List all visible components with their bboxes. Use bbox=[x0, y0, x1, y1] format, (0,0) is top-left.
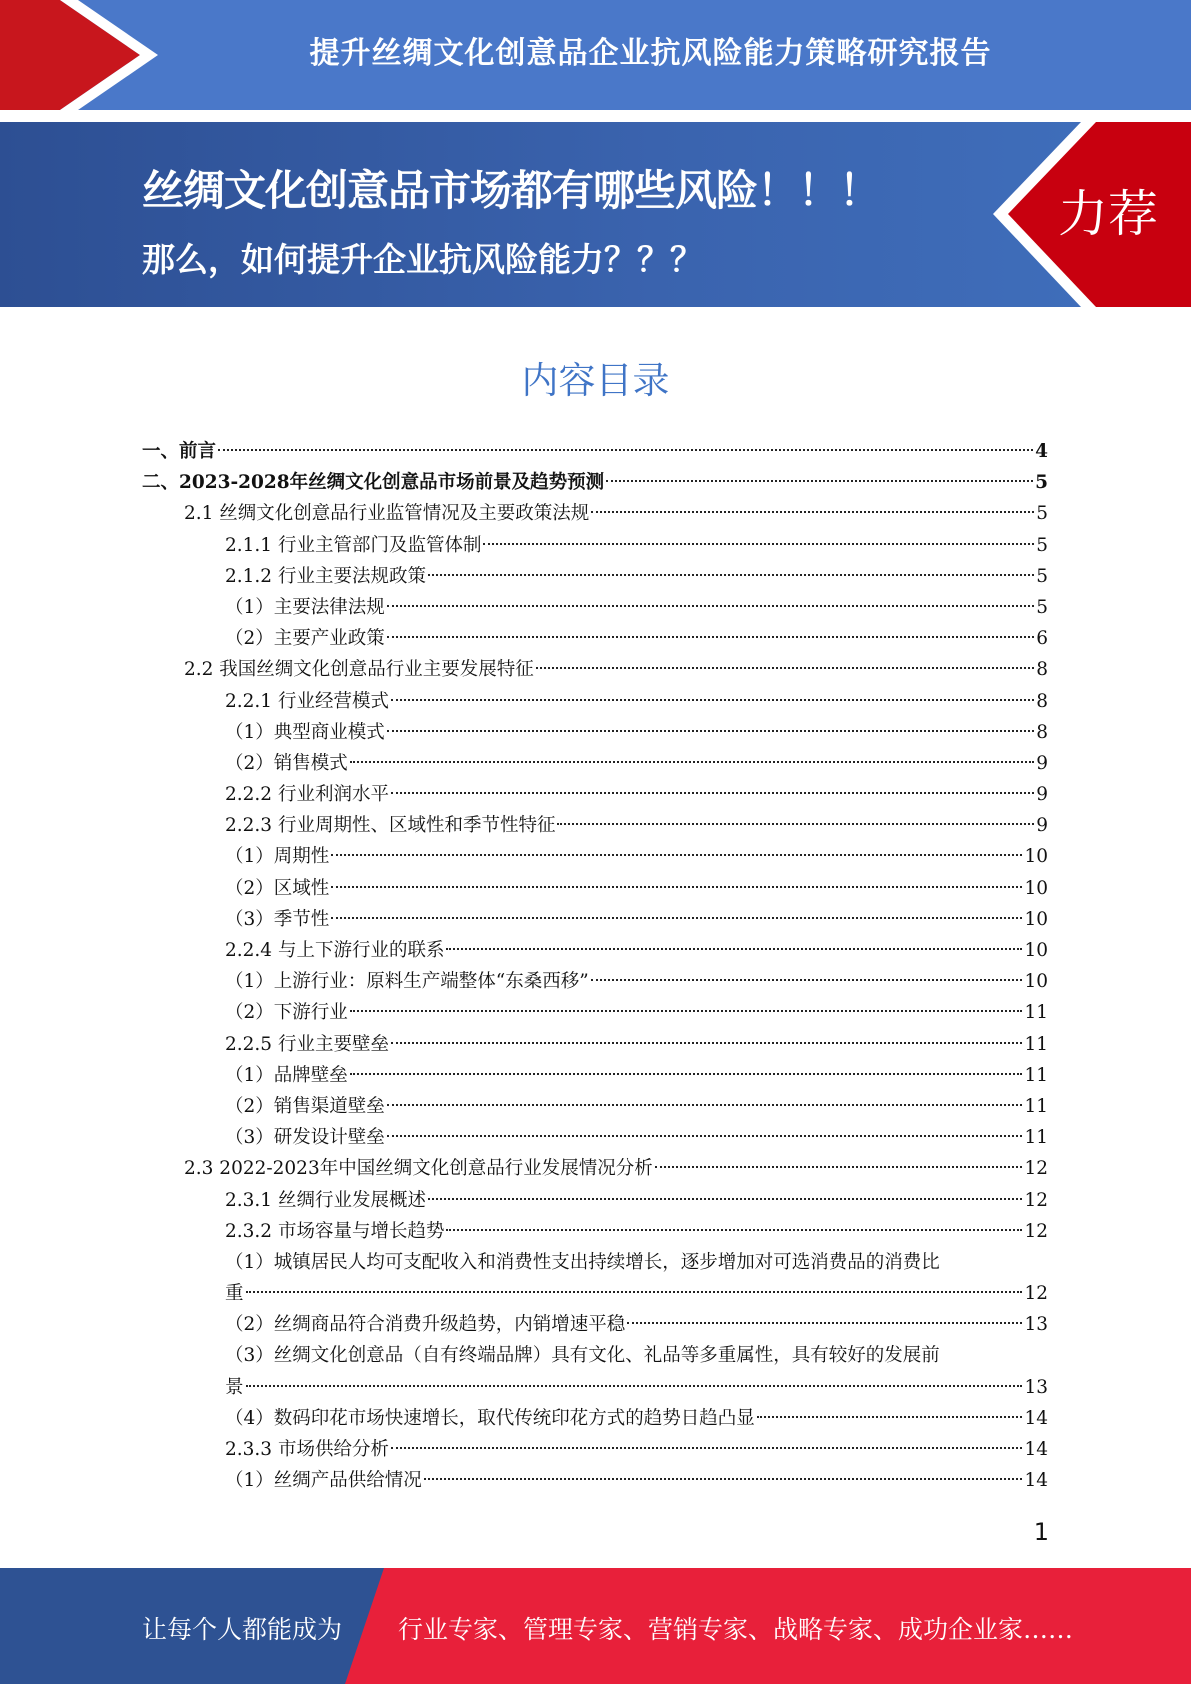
toc-entry-label: （2）销售渠道壁垒 bbox=[225, 1095, 385, 1117]
toc-entry-label: 2.3.3 市场供给分析 bbox=[225, 1439, 389, 1460]
toc-entry-label: 2.2 我国丝绸文化创意品行业主要发展特征 bbox=[184, 659, 534, 681]
toc-entry-label: （1）典型商业模式 bbox=[225, 721, 385, 743]
toc-entry-label: （1）城镇居民人均可支配收入和消费性支出持续增长，逐步增加对可选消费品的消费比 bbox=[225, 1251, 940, 1273]
toc-entry-continuation[interactable] bbox=[142, 1278, 1048, 1309]
toc-entry[interactable] bbox=[142, 436, 1048, 467]
toc-dot-leader bbox=[387, 605, 1034, 607]
toc-entry-label: 2.2.3 行业周期性、区域性和季节性特征 bbox=[225, 815, 556, 837]
toc-entry[interactable] bbox=[142, 530, 1048, 561]
toc-dot-leader bbox=[387, 1104, 1023, 1106]
toc-entry-label: 2.1 丝绸文化创意品行业监管情况及主要政策法规 bbox=[184, 503, 590, 525]
toc-entry-label-cont: 景 bbox=[225, 1376, 244, 1398]
toc-dot-leader bbox=[591, 511, 1034, 513]
toc-entry-label: （2）销售模式 bbox=[225, 752, 348, 774]
toc-entry-page: 5 bbox=[1036, 534, 1048, 556]
toc-entry-label: 2.2.2 行业利润水平 bbox=[225, 784, 389, 806]
toc-entry[interactable] bbox=[142, 1029, 1048, 1060]
toc-dot-leader bbox=[331, 886, 1022, 888]
toc-entry-label: （4）数码印花市场快速增长，取代传统印花方式的趋势日趋凸显 bbox=[225, 1407, 755, 1429]
toc-entry[interactable] bbox=[142, 841, 1048, 872]
table-of-contents bbox=[142, 436, 1048, 1496]
toc-entry-page: 5 bbox=[1036, 596, 1048, 618]
toc-entry-page: 11 bbox=[1024, 1002, 1048, 1024]
toc-entry-page: 9 bbox=[1036, 784, 1048, 806]
toc-entry-page: 4 bbox=[1035, 441, 1048, 462]
toc-entry-label: 2.3 2022-2023年中国丝绸文化创意品行业发展情况分析 bbox=[184, 1158, 653, 1180]
toc-entry[interactable] bbox=[142, 592, 1048, 623]
toc-entry[interactable] bbox=[142, 1122, 1048, 1153]
toc-entry-page: 9 bbox=[1036, 752, 1048, 774]
toc-entry[interactable] bbox=[142, 1403, 1048, 1434]
toc-dot-leader bbox=[218, 449, 1033, 451]
hero-headline: 丝绸文化创意品市场都有哪些风险！！！ bbox=[142, 166, 881, 215]
toc-entry-label: 2.2.1 行业经营模式 bbox=[225, 690, 389, 712]
toc-entry[interactable] bbox=[142, 1060, 1048, 1091]
toc-dot-leader bbox=[331, 917, 1022, 919]
toc-entry-label: 2.1.1 行业主管部门及监管体制 bbox=[225, 534, 482, 556]
toc-entry[interactable] bbox=[142, 966, 1048, 997]
top-banner bbox=[0, 0, 1191, 110]
toc-entry-page: 10 bbox=[1024, 877, 1048, 899]
toc-entry-page: 5 bbox=[1036, 503, 1048, 525]
toc-entry-page: 6 bbox=[1036, 628, 1048, 650]
toc-entry-label: （1）主要法律法规 bbox=[225, 596, 385, 618]
toc-entry-label: 一、前言 bbox=[142, 441, 217, 462]
toc-entry-page: 5 bbox=[1035, 472, 1048, 494]
toc-entry-label: 二、2023-2028年丝绸文化创意品市场前景及趋势预测 bbox=[142, 472, 605, 494]
toc-entry-page: 8 bbox=[1036, 659, 1048, 681]
toc-entry[interactable] bbox=[142, 1465, 1048, 1496]
toc-entry-page: 9 bbox=[1036, 815, 1048, 837]
toc-entry[interactable] bbox=[142, 1340, 1048, 1371]
toc-entry-label: 2.1.2 行业主要法规政策 bbox=[225, 565, 426, 587]
recommend-badge-text: 力荐 bbox=[1058, 185, 1158, 243]
toc-dot-leader bbox=[536, 667, 1034, 669]
footer-slogan-right: 行业专家、管理专家、营销专家、战略专家、成功企业家…… bbox=[398, 1615, 1074, 1644]
toc-title: 内容目录 bbox=[521, 359, 670, 402]
toc-entry-label: 2.3.1 丝绸行业发展概述 bbox=[225, 1189, 426, 1211]
toc-entry-page: 12 bbox=[1024, 1158, 1048, 1180]
toc-dot-leader bbox=[606, 480, 1033, 482]
toc-entry-page: 12 bbox=[1024, 1189, 1048, 1211]
toc-entry-page: 10 bbox=[1024, 940, 1048, 961]
red-arrow-decoration bbox=[0, 0, 160, 110]
toc-dot-leader bbox=[655, 1166, 1023, 1168]
toc-entry[interactable] bbox=[142, 997, 1048, 1028]
toc-entry[interactable] bbox=[142, 717, 1048, 748]
toc-dot-leader bbox=[391, 1042, 1022, 1044]
toc-entry[interactable] bbox=[142, 873, 1048, 904]
toc-entry-continuation[interactable] bbox=[142, 1372, 1048, 1403]
toc-entry-label: （2）区域性 bbox=[225, 877, 330, 899]
toc-entry-page: 10 bbox=[1024, 971, 1048, 993]
toc-dot-leader bbox=[387, 730, 1034, 732]
toc-dot-leader bbox=[246, 1291, 1023, 1293]
toc-entry-label: （1）品牌壁垒 bbox=[225, 1064, 348, 1086]
toc-entry-label: （2）丝绸商品符合消费升级趋势，内销增速平稳 bbox=[225, 1314, 626, 1336]
toc-entry-page: 11 bbox=[1024, 1064, 1048, 1086]
toc-dot-leader bbox=[350, 1073, 1023, 1075]
toc-dot-leader bbox=[757, 1416, 1023, 1418]
hero-banner bbox=[0, 122, 1191, 307]
toc-entry[interactable] bbox=[142, 561, 1048, 592]
toc-dot-leader bbox=[391, 699, 1034, 701]
toc-dot-leader bbox=[627, 1322, 1022, 1324]
toc-entry[interactable] bbox=[142, 748, 1048, 779]
toc-entry[interactable] bbox=[142, 498, 1048, 529]
toc-entry-page: 14 bbox=[1024, 1470, 1048, 1492]
toc-dot-leader bbox=[557, 823, 1034, 825]
toc-dot-leader bbox=[387, 1135, 1023, 1137]
page-number: 1 bbox=[1033, 1518, 1049, 1546]
toc-dot-leader bbox=[591, 979, 1023, 981]
hero-subheadline: 那么，如何提升企业抗风险能力？？？ bbox=[142, 240, 703, 279]
toc-entry-page: 14 bbox=[1024, 1407, 1048, 1429]
toc-entry-label: （1）周期性 bbox=[225, 846, 330, 868]
toc-entry-page: 10 bbox=[1024, 908, 1048, 930]
toc-dot-leader bbox=[446, 1229, 1022, 1231]
toc-entry[interactable] bbox=[142, 779, 1048, 810]
toc-dot-leader bbox=[246, 1385, 1023, 1387]
toc-entry-page: 8 bbox=[1036, 690, 1048, 712]
toc-entry[interactable] bbox=[142, 1216, 1048, 1247]
toc-entry[interactable] bbox=[142, 654, 1048, 685]
toc-entry-label: （1）上游行业：原料生产端整体“东桑西移” bbox=[225, 971, 589, 993]
toc-dot-leader bbox=[350, 761, 1034, 763]
toc-entry[interactable] bbox=[142, 623, 1048, 654]
toc-dot-leader bbox=[391, 1447, 1022, 1449]
toc-dot-leader bbox=[446, 948, 1022, 950]
toc-entry-page: 5 bbox=[1036, 565, 1048, 587]
toc-entry[interactable] bbox=[142, 1309, 1048, 1340]
footer bbox=[0, 1568, 1191, 1684]
toc-entry-label: （1）丝绸产品供给情况 bbox=[225, 1470, 422, 1492]
footer-slogan-left: 让每个人都能成为 bbox=[142, 1615, 343, 1644]
toc-dot-leader bbox=[428, 1198, 1022, 1200]
report-title: 提升丝绸文化创意品企业抗风险能力策略研究报告 bbox=[309, 36, 992, 71]
toc-dot-leader bbox=[428, 574, 1034, 576]
toc-entry-page: 11 bbox=[1024, 1127, 1048, 1149]
toc-entry-label: 2.3.2 市场容量与增长趋势 bbox=[225, 1220, 445, 1242]
toc-entry[interactable] bbox=[142, 686, 1048, 717]
toc-entry-label: 2.2.4 与上下游行业的联系 bbox=[225, 940, 445, 961]
toc-entry-page: 13 bbox=[1024, 1314, 1048, 1336]
toc-dot-leader bbox=[387, 636, 1034, 638]
toc-entry[interactable] bbox=[142, 1153, 1048, 1184]
toc-entry-label-cont: 重 bbox=[225, 1283, 244, 1305]
toc-entry-page: 10 bbox=[1024, 846, 1048, 868]
toc-entry[interactable] bbox=[142, 1185, 1048, 1216]
toc-entry[interactable] bbox=[142, 810, 1048, 841]
toc-entry-label: 2.2.5 行业主要壁垒 bbox=[225, 1033, 389, 1055]
toc-dot-leader bbox=[424, 1478, 1023, 1480]
toc-entry[interactable] bbox=[142, 1247, 1048, 1278]
toc-entry-page: 8 bbox=[1036, 721, 1048, 743]
toc-entry-page: 13 bbox=[1024, 1376, 1048, 1398]
toc-entry-label: （3）季节性 bbox=[225, 908, 330, 930]
toc-entry-label: （2）主要产业政策 bbox=[225, 628, 385, 650]
toc-entry-label: （3）研发设计壁垒 bbox=[225, 1127, 385, 1149]
toc-entry-label: （2）下游行业 bbox=[225, 1002, 348, 1024]
toc-entry[interactable] bbox=[142, 904, 1048, 935]
toc-dot-leader bbox=[391, 792, 1034, 794]
toc-entry-page: 12 bbox=[1024, 1220, 1048, 1242]
toc-entry-label: （3）丝绸文化创意品（自有终端品牌）具有文化、礼品等多重属性，具有较好的发展前 bbox=[225, 1345, 940, 1367]
toc-entry-page: 14 bbox=[1024, 1439, 1048, 1460]
toc-entry[interactable] bbox=[142, 935, 1048, 966]
toc-entry[interactable] bbox=[142, 467, 1048, 498]
toc-entry-page: 11 bbox=[1024, 1095, 1048, 1117]
toc-dot-leader bbox=[483, 543, 1034, 545]
toc-entry-page: 12 bbox=[1024, 1283, 1048, 1305]
toc-dot-leader bbox=[331, 854, 1022, 856]
toc-entry-page: 11 bbox=[1024, 1033, 1048, 1055]
toc-entry[interactable] bbox=[142, 1434, 1048, 1465]
toc-dot-leader bbox=[350, 1010, 1023, 1012]
toc-entry[interactable] bbox=[142, 1091, 1048, 1122]
